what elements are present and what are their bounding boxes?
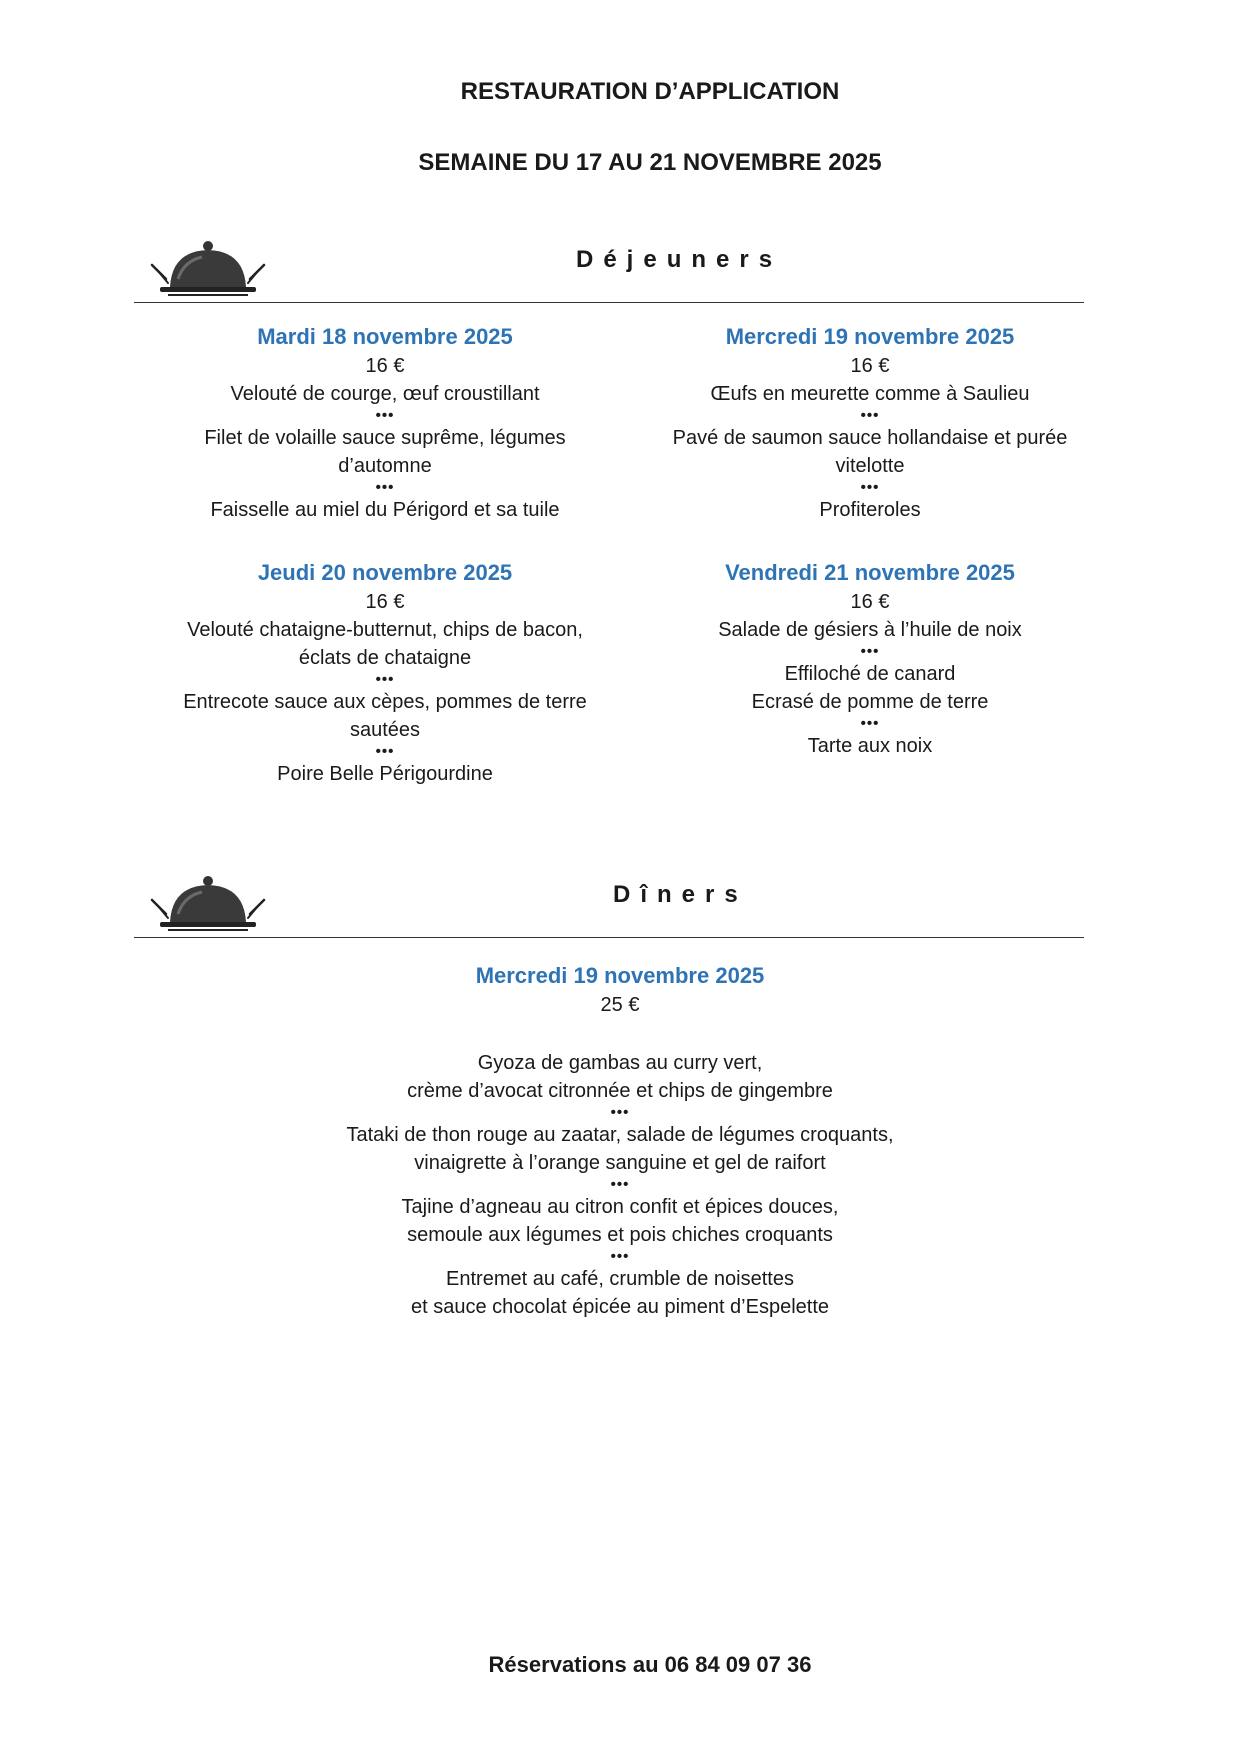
course-separator: ••• (375, 407, 395, 424)
course-separator: ••• (860, 715, 880, 732)
day-price: 16 € (850, 591, 890, 613)
course-separator: ••• (375, 743, 395, 760)
dinner-course: Gyoza de gambas au curry vert, (477, 1052, 763, 1074)
dinner-menu (290, 961, 950, 1321)
lunch-day-friday (640, 558, 1100, 760)
course-separator: ••• (375, 479, 395, 496)
dinner-course: semoule aux légumes et pois chiches croquants (407, 1224, 833, 1246)
reservation-footer: Réservations au 06 84 09 07 36 (488, 1652, 812, 1677)
day-date: Mercredi 19 novembre 2025 (725, 324, 1015, 349)
page-title: RESTAURATION D’APPLICATION (460, 78, 840, 105)
day-date: Mercredi 19 novembre 2025 (475, 963, 765, 988)
main-course: Entrecote sauce aux cèpes, pommes de terre (183, 691, 587, 713)
lunch-day-thursday (155, 558, 615, 788)
lunch-section-title: Déjeuners (576, 246, 783, 273)
course-separator: ••• (610, 1104, 630, 1121)
dessert: Tarte aux noix (807, 735, 933, 757)
day-price: 25 € (600, 994, 640, 1016)
dinner-course: vinaigrette à l’orange sanguine et gel de raifort (414, 1152, 826, 1174)
main-course: Ecrasé de pomme de terre (751, 691, 989, 713)
cloche-icon (150, 872, 266, 934)
section-rule (134, 302, 1084, 303)
day-date: Mardi 18 novembre 2025 (257, 324, 513, 349)
dinner-course: Entremet au café, crumble de noisettes (446, 1268, 794, 1290)
lunch-day-wednesday (640, 322, 1100, 524)
dinner-course: Tajine d’agneau au citron confit et épices douces, (401, 1196, 839, 1218)
dessert: Poire Belle Périgourdine (277, 763, 493, 785)
day-date: Jeudi 20 novembre 2025 (257, 560, 513, 585)
main-course: Pavé de saumon sauce hollandaise et purée (672, 427, 1068, 449)
cloche-icon (150, 237, 266, 299)
dinner-section-title: Dîners (613, 881, 748, 908)
week-subtitle: SEMAINE DU 17 AU 21 NOVEMBRE 2025 (418, 149, 882, 176)
day-price: 16 € (365, 591, 405, 613)
course-separator: ••• (610, 1248, 630, 1265)
main-course: sautées (349, 719, 421, 741)
starter: Œufs en meurette comme à Saulieu (710, 383, 1030, 405)
lunch-section-header (134, 237, 1084, 307)
starter: Velouté de courge, œuf croustillant (230, 383, 540, 405)
main-course: d’automne (338, 455, 432, 477)
course-separator: ••• (860, 407, 880, 424)
course-separator: ••• (860, 643, 880, 660)
day-price: 16 € (365, 355, 405, 377)
dinner-course: crème d’avocat citronnée et chips de gingembre (407, 1080, 833, 1102)
course-separator: ••• (860, 479, 880, 496)
main-course: Filet de volaille sauce suprême, légumes (204, 427, 566, 449)
dessert: Faisselle au miel du Périgord et sa tuile (210, 499, 560, 521)
day-price: 16 € (850, 355, 890, 377)
course-separator: ••• (375, 671, 395, 688)
starter: Velouté chataigne-butternut, chips de bacon, (187, 619, 583, 641)
starter: Salade de gésiers à l’huile de noix (718, 619, 1022, 641)
dinner-section-header (134, 872, 1084, 942)
main-course: vitelotte (835, 455, 905, 477)
course-separator: ••• (610, 1176, 630, 1193)
main-course: Effiloché de canard (784, 663, 956, 685)
dinner-course: Tataki de thon rouge au zaatar, salade de légumes croquants, (346, 1124, 894, 1146)
dessert: Profiteroles (819, 499, 921, 521)
starter: éclats de chataigne (298, 647, 472, 669)
day-date: Vendredi 21 novembre 2025 (725, 560, 1015, 585)
dinner-course: et sauce chocolat épicée au piment d’Espelette (410, 1296, 830, 1318)
section-rule (134, 937, 1084, 938)
lunch-day-tuesday (155, 322, 615, 524)
